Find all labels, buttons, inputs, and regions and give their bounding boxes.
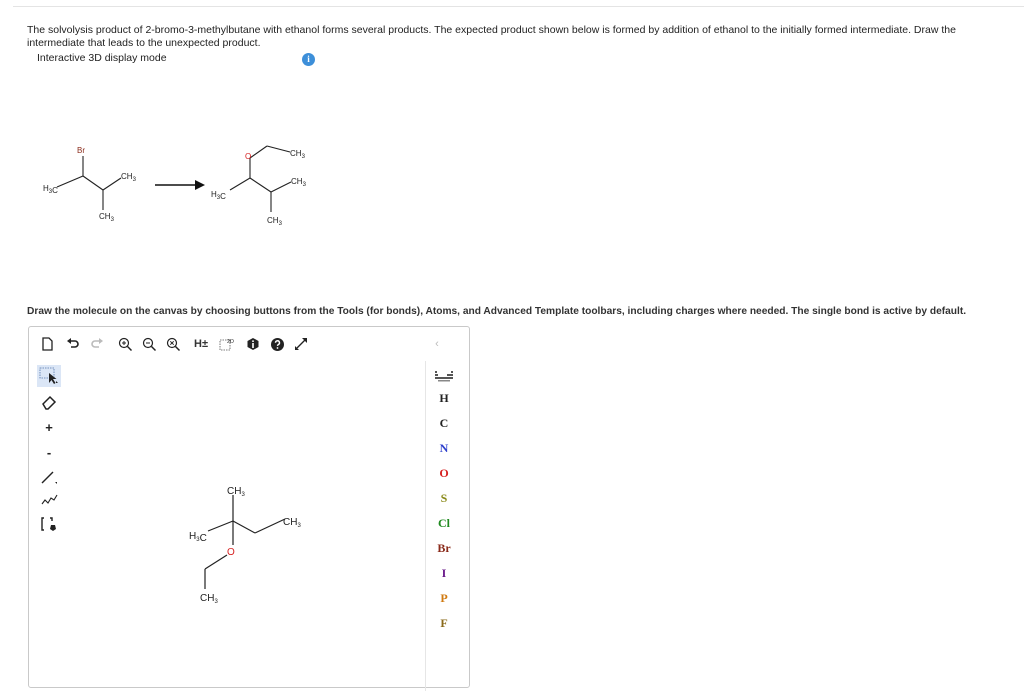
template-tool-icon[interactable]: [37, 513, 61, 535]
atom-button-c[interactable]: C: [439, 416, 449, 430]
atom-button-f[interactable]: F: [440, 616, 448, 630]
interactive-3d-mode-link[interactable]: Interactive 3D display mode: [37, 52, 167, 64]
positive-charge-tool[interactable]: +: [45, 419, 53, 435]
canvas-ch3-right-label: $CH_3$: [283, 517, 301, 529]
redo-icon[interactable]: [87, 335, 107, 353]
molecule-editor: [28, 326, 470, 688]
reaction-scheme: [35, 140, 365, 240]
top-divider: [13, 6, 1024, 7]
zoom-reset-icon[interactable]: [163, 335, 183, 353]
undo-icon[interactable]: [63, 335, 83, 353]
reactant-ch3-right-label: $CH_3$: [121, 172, 136, 183]
atom-button-s[interactable]: S: [440, 491, 448, 505]
product-ch3-top-label: $CH_3$: [290, 149, 305, 160]
atom-button-i[interactable]: I: [441, 566, 447, 580]
atom-button-p[interactable]: P: [440, 591, 448, 605]
top-toolbar: [29, 327, 469, 361]
reactant-ch3-bottom-label: $CH_3$: [99, 212, 114, 223]
canvas-ch3-top-label: $CH_3$: [227, 486, 245, 498]
zoom-out-icon[interactable]: [139, 335, 159, 353]
tools-toolbar: [29, 361, 65, 691]
2d-clean-icon[interactable]: [217, 335, 239, 353]
atom-button-cl[interactable]: Cl: [438, 516, 450, 530]
new-document-icon[interactable]: [37, 335, 57, 353]
atom-button-o[interactable]: O: [439, 466, 449, 480]
chain-tool-icon[interactable]: [37, 489, 61, 511]
atom-button-n[interactable]: N: [439, 441, 449, 455]
selection-tool-icon[interactable]: [37, 365, 61, 387]
2d-label: 2D: [227, 339, 235, 345]
canvas-o-label: O: [227, 547, 235, 558]
reaction-arrow: [155, 180, 205, 190]
eraser-tool-icon[interactable]: [37, 391, 61, 413]
info-button-icon[interactable]: [243, 335, 263, 353]
zoom-in-icon[interactable]: [115, 335, 135, 353]
canvas-ch3-bottom-label: $CH_3$: [200, 593, 218, 605]
expand-icon[interactable]: [291, 335, 311, 353]
info-icon[interactable]: i: [302, 53, 315, 66]
collapse-panel-button[interactable]: ‹: [435, 338, 439, 350]
drawing-canvas[interactable]: [65, 361, 425, 691]
atoms-toolbar: [425, 361, 462, 691]
drawing-instruction: Draw the molecule on the canvas by choosing buttons from the Tools (for bonds), Atoms, and Advanced Template toolbars, including charges where needed. The single bond is active by default.: [27, 306, 967, 317]
product-ch3-bottom-label: $CH_3$: [267, 216, 282, 227]
reactant-br-label: Br: [77, 146, 85, 155]
reactant-structure: [57, 156, 121, 210]
product-o-label: O: [245, 152, 252, 161]
canvas-h3c-label: $H_3C$: [189, 531, 207, 544]
reactant-h3c-label: $H_3C$: [43, 184, 58, 195]
product-structure: [230, 146, 291, 212]
periodic-table-icon[interactable]: [434, 369, 454, 387]
question-text: The solvolysis product of 2-bromo-3-methylbutane with ethanol forms several products. The expected product shown below is formed by addition of ethanol to the initially formed intermediate. Draw the intermediate that leads to the unexpected product.: [27, 24, 956, 49]
product-ch3-right-label: $CH_3$: [291, 177, 306, 188]
help-icon[interactable]: [267, 335, 287, 353]
atom-button-h[interactable]: H: [439, 391, 449, 405]
single-bond-tool-icon[interactable]: [37, 466, 61, 488]
atom-button-br[interactable]: Br: [437, 541, 451, 555]
hydrogen-toggle-button[interactable]: H±: [194, 338, 208, 350]
negative-charge-tool[interactable]: -: [46, 444, 52, 460]
canvas-molecule: [205, 495, 285, 589]
product-h3c-label: $H_3C$: [211, 190, 226, 201]
